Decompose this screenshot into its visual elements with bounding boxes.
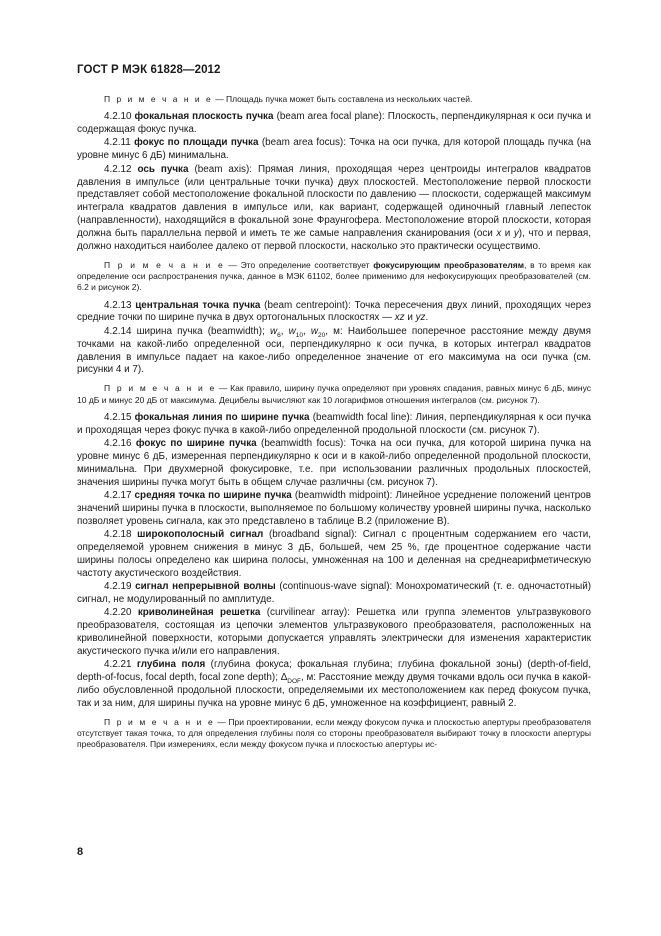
- term: фокальная линия по ширине пучка: [134, 411, 310, 423]
- note-label: П р и м е ч а н и е: [104, 383, 217, 394]
- symbol-w: w: [288, 325, 296, 337]
- definition-4-2-14: [77, 326, 591, 378]
- term: сигнал непрерывной волны: [135, 581, 276, 593]
- subscript-6: 6: [277, 331, 281, 339]
- note-4: [77, 717, 591, 751]
- definition-4-2-13: [77, 300, 591, 326]
- definition-4-2-17: [77, 490, 591, 529]
- item-number: 4.2.18: [104, 529, 138, 541]
- definition-text: (curvilinear array): Решетка или группа элементов ультразвукового преобразователя, состоящая из цепочки элементов ультразвукового преобразователя, расположенных на криволинейной поверхности, которыми допускается управлять электрически для изменения характеристик акустического пучка и/или его направления.: [77, 607, 592, 658]
- note-label: П р и м е ч а н и е: [104, 94, 213, 104]
- subscript-20: 20: [318, 331, 326, 339]
- definition-text: (broadband signal): Сигнал с процентным содержанием его части, определяемой уровнем снижения в минус 3 дБ, большей, чем 25 %, где процентное содержание части ширины полосы определено как ширина полосы, умноженная на 100 и деленная на среднеарифметическую частоту акустического воздействия.: [77, 529, 591, 579]
- page-number: 8: [77, 846, 84, 858]
- note-text: — Это определение соответствует: [224, 259, 374, 270]
- definition-text: (beam area focal plane): Плоскость, перпендикулярная к оси пучка и содержащая фокус пучка.: [77, 111, 592, 136]
- symbol-delta: Δ: [280, 672, 288, 684]
- definition-4-2-19: [77, 581, 591, 607]
- note-text-end: , в то время как определение оси распространения пучка, данное в МЭК 61102, более применимо для нефокусирующих преобразователей (см. 6.2 и рисунок 2).: [77, 259, 591, 293]
- symbol-xz: xz: [394, 312, 405, 324]
- item-number: 4.2.17: [104, 490, 135, 502]
- definition-4-2-18: [77, 529, 591, 581]
- definition-4-2-11: [77, 137, 591, 163]
- definition-text-end: , м: Расстояние между двумя точками вдоль оси пучка в какой-либо обусловленной продольной плоскости, определяемыми их местоположением как перед фокусом пучка, так и за ним, для ширины пучка на уровне минус 6 дБ, умноженное на коэффициент, равный 2.: [77, 672, 591, 710]
- definition-text-end: , м: Наибольшее поперечное расстояние между двумя точками на какой-либо определенной оси, перпендикулярно к оси пучка, в которых интеграл квадратов давления в импульсе падает на какое-либо определенное значение от его максимума на оси пучка (см. рисунки 4 и 7).: [77, 325, 591, 376]
- note-label: П р и м е ч а н и е: [104, 716, 215, 727]
- definition-text: (beamwidth);: [202, 325, 270, 337]
- symbol-y: y: [513, 228, 519, 240]
- subscript-10: 10: [295, 331, 303, 339]
- definition-4-2-20: [77, 607, 591, 659]
- item-number: 4.2.16: [104, 438, 136, 449]
- definition-4-2-10: [77, 111, 591, 137]
- conjunction: и: [501, 228, 514, 240]
- term: широкополосный сигнал: [137, 529, 264, 541]
- definition-4-2-16: [77, 438, 591, 490]
- definition-text: (beamwidth focal line): Линия, перпендикулярная к оси пучка и проходящая через фокус пучка в какой-либо определенной продольной плоскости (см. рисунок 7).: [77, 411, 591, 436]
- item-number: 4.2.14: [104, 325, 137, 337]
- note-text: — Площадь пучка может быть составлена из нескольких частей.: [212, 94, 473, 104]
- note-2: [77, 260, 591, 294]
- term: фокус по площади пучка: [134, 137, 259, 149]
- symbol-yz: yz: [415, 312, 426, 324]
- note-text: — При проектировании, если между фокусом пучка и плоскостью апертуры преобразователя отсутствует такая точка, то для определения глубины поля со стороны преобразователя выбирают точку в плоскости апертуры преобразователя. При измерениях, если между фокусом пучка и плоскостью апертуры ис-: [77, 716, 591, 750]
- document-header: ГОСТ Р МЭК 61828—2012: [77, 64, 221, 76]
- term: криволинейная решетка: [137, 607, 261, 619]
- note-text: — Как правило, ширину пучка определяют при уровнях спадания, равных минус 6 дБ, минус 10 дБ и минус 20 дБ от максимума. Децибелы вычисляют как 10 логарифмов отношения интегралов (см. рисунок 7).: [77, 383, 591, 405]
- item-number: 4.2.20: [104, 607, 138, 619]
- symbol-w: w: [310, 325, 319, 337]
- period: .: [425, 312, 429, 324]
- item-number: 4.2.15: [104, 411, 135, 423]
- term: центральная точка пучка: [135, 299, 261, 311]
- definition-text: (beam area focus): Точка на оси пучка, для которой площадь пучка (на уровне минус 6 дБ) минимальна.: [77, 137, 591, 162]
- note-1: [77, 94, 591, 105]
- note-bold-text: фокусирующим преобразователям: [373, 259, 525, 270]
- term: фокус по ширине пучка: [135, 438, 257, 449]
- item-number: 4.2.13: [104, 299, 136, 311]
- note-3: [77, 383, 591, 405]
- term: глубина поля: [136, 659, 206, 671]
- subscript-dof: DOF: [287, 678, 302, 686]
- separator: ,: [280, 325, 289, 337]
- page-content: [77, 94, 591, 757]
- term: ось пучка: [137, 163, 189, 175]
- item-number: 4.2.12: [104, 163, 138, 175]
- definition-text: (beamwidth midpoint): Линейное усреднение положений центров значений ширины пучка в плоскости, выполняемое по большому количеству уровней ширины пучка, насколько позволяет уровень сигнала, как это представлено в таблице В.2 (приложение В).: [77, 490, 591, 527]
- item-number: 4.2.10: [104, 111, 135, 123]
- definition-4-2-12: [77, 164, 591, 254]
- separator: ,: [303, 325, 311, 337]
- term: ширина пучка: [136, 325, 203, 337]
- symbol-w: w: [269, 325, 278, 337]
- term: средняя точка по ширине пучка: [134, 490, 292, 502]
- item-number: 4.2.19: [104, 581, 136, 593]
- note-label: П р и м е ч а н и е: [104, 259, 225, 270]
- definition-text-end: ), что и первая, должно находиться наиболее далеко от первой плоскости, насколько это практически осуществимо.: [77, 228, 591, 253]
- definition-4-2-21: [77, 659, 591, 711]
- item-number: 4.2.11: [104, 137, 135, 149]
- definition-text: (beamwidth focus): Точка на оси пучка, для которой ширина пучка на уровне минус 6 дБ, измеренная перпендикулярно к оси и в какой-либо определенной продольной плоскости, минимальна. При двухмерной фокусировке, т.е. при использовании различных продольных плоскостей, значения ширины пучка могут быть в общем случае различны (см. рисунок 7).: [77, 438, 591, 488]
- item-number: 4.2.21: [104, 659, 137, 671]
- definition-text: (beam axis): Прямая линия, проходящая через центроиды интегралов квадратов давления в импульсе (или центральные точки пучка) двух плоскостей. Местоположение первой плоскости представляет собой местоположение фокальной плоскости по давлению — плоскости, содержащей максимум интеграла квадратов давления в импульсе или, как вариант, содержащей одиночный главный лепесток (направленности), находящийся в фокальной зоне Фраунгофера. Местоположение второй плоскости, которая должна быть параллельна первой и иметь те же самые направления сканирования (оси: [77, 163, 591, 240]
- symbol-x: x: [496, 228, 502, 240]
- definition-text: (глубина фокуса; фокальная глубина; глубина фокальной зоны) (depth-of-field, depth-of-focus, focal depth, focal zone depth);: [77, 659, 591, 684]
- definition-4-2-15: [77, 412, 591, 438]
- definition-text: (continuous-wave signal): Монохроматический (т. е. одночастотный) сигнал, не модулированный по амплитуде.: [77, 581, 592, 606]
- conjunction: и: [404, 312, 416, 324]
- definition-text: (beam centrepoint): Точка пересечения двух линий, проходящих через средние точки по ширине пучка в двух ортогональных плоскостях —: [77, 299, 591, 324]
- term: фокальная плоскость пучка: [134, 111, 274, 123]
